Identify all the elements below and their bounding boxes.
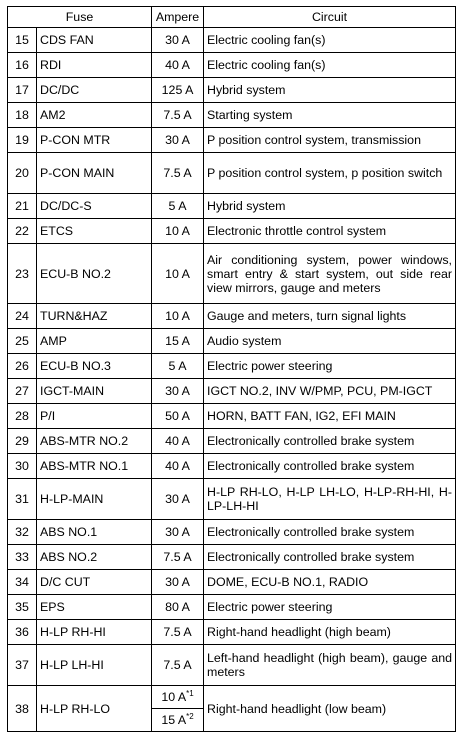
fuse-circuit: Electronically controlled brake system [204,429,456,454]
fuse-circuit: Hybrid system [204,78,456,103]
fuse-number: 34 [8,570,37,595]
fuse-name: ABS-MTR NO.1 [37,454,152,479]
table-row [8,194,456,219]
fuse-ampere: 7.5 A [152,545,204,570]
table-row [8,686,456,732]
fuse-ampere: 80 A [152,595,204,620]
fuse-ampere: 5 A [152,194,204,219]
fuse-number: 21 [8,194,37,219]
fuse-ampere: 7.5 A [152,103,204,128]
fuse-name: IGCT-MAIN [37,379,152,404]
fuse-name: EPS [37,595,152,620]
fuse-circuit: IGCT NO.2, INV W/PMP, PCU, PM-IGCT [204,379,456,404]
fuse-name: H-LP RH-LO [37,686,152,732]
fuse-ampere: 30 A [152,379,204,404]
fuse-number: 22 [8,219,37,244]
fuse-ampere-option: 10 $A^{*1}$ [161,689,194,704]
fuse-number: 24 [8,304,37,329]
fuse-circuit: Hybrid system [204,194,456,219]
fuse-number: 38 [8,686,37,732]
fuse-number: 29 [8,429,37,454]
table-row [8,570,456,595]
fuse-name: DC/DC-S [37,194,152,219]
fuse-ampere: 5 A [152,354,204,379]
fuse-ampere: 15 A [152,329,204,354]
table-row [8,244,456,304]
footnote-marker: *2 [186,712,194,721]
fuse-circuit: P position control system, transmission [204,128,456,153]
fuse-circuit: Starting system [204,103,456,128]
fuse-circuit: P position control system, p position switch [204,153,456,194]
fuse-number: 15 [8,28,37,53]
fuse-ampere: 10 A [152,219,204,244]
fuse-circuit: Right-hand headlight (high beam) [204,620,456,645]
fuse-name: H-LP RH-HI [37,620,152,645]
fuse-number: 27 [8,379,37,404]
fuse-circuit: Electronically controlled brake system [204,454,456,479]
fuse-number: 25 [8,329,37,354]
table-row [8,379,456,404]
fuse-circuit: Gauge and meters, turn signal lights [204,304,456,329]
fuse-name: ECU-B NO.2 [37,244,152,304]
fuse-circuit: Left-hand headlight (high beam), gauge and meters [204,645,456,686]
fuse-name: H-LP-MAIN [37,479,152,520]
fuse-number: 19 [8,128,37,153]
fuse-ampere: 125 A [152,78,204,103]
fuse-number: 33 [8,545,37,570]
fuse-name: DC/DC [37,78,152,103]
fuse-ampere: 40 A [152,454,204,479]
fuse-circuit: Electric cooling fan(s) [204,53,456,78]
fuse-number: 31 [8,479,37,520]
fuse-ampere: 30 A [152,570,204,595]
table-row [8,103,456,128]
fuse-circuit: Right-hand headlight (low beam) [204,686,456,732]
fuse-name: ECU-B NO.3 [37,354,152,379]
fuse-ampere: 7.5 A [152,153,204,194]
fuse-ampere: 50 A [152,404,204,429]
fuse-circuit: Air conditioning system, power windows, smart entry & start system, out side rear view mirrors, gauge and meters [204,244,456,304]
fuse-circuit: Electronic throttle control system [204,219,456,244]
fuse-number: 23 [8,244,37,304]
table-row [8,479,456,520]
table-row [8,128,456,153]
table-row [8,304,456,329]
table-row [8,454,456,479]
fuse-circuit: Electronically controlled brake system [204,545,456,570]
fuse-number: 18 [8,103,37,128]
fuse-circuit: H-LP RH-LO, H-LP LH-LO, H-LP-RH-HI, H-LP-LH-HI [204,479,456,520]
table-row [8,595,456,620]
fuse-name: CDS FAN [37,28,152,53]
table-row [8,645,456,686]
table-row [8,620,456,645]
fuse-name: ABS-MTR NO.2 [37,429,152,454]
table-row [8,153,456,194]
header-ampere: Ampere [152,7,204,28]
fuse-name: ABS NO.2 [37,545,152,570]
table-header-row [8,7,456,28]
fuse-circuit: Electronically controlled brake system [204,520,456,545]
fuse-number: 35 [8,595,37,620]
table-row [8,28,456,53]
fuse-ampere: 30 A [152,479,204,520]
table-row [8,520,456,545]
fuse-ampere: 40 A [152,53,204,78]
fuse-number: 28 [8,404,37,429]
fuse-circuit: HORN, BATT FAN, IG2, EFI MAIN [204,404,456,429]
fuse-ampere-options [152,686,204,732]
table-row [8,404,456,429]
fuse-number: 20 [8,153,37,194]
fuse-ampere: 30 A [152,520,204,545]
fuse-number: 16 [8,53,37,78]
table-row [8,329,456,354]
fuse-circuit: Electric power steering [204,595,456,620]
header-fuse: Fuse [8,7,152,28]
fuse-circuit: Electric cooling fan(s) [204,28,456,53]
table-row [8,429,456,454]
table-row [8,354,456,379]
fuse-name: ABS NO.1 [37,520,152,545]
fuse-number: 30 [8,454,37,479]
fuse-ampere: 7.5 A [152,620,204,645]
table-row [8,53,456,78]
fuse-number: 36 [8,620,37,645]
fuse-number: 37 [8,645,37,686]
fuse-name: D/C CUT [37,570,152,595]
header-circuit: Circuit [204,7,456,28]
fuse-ampere: 10 A [152,244,204,304]
footnote-marker: *1 [186,689,194,698]
fuse-name: P-CON MTR [37,128,152,153]
fuse-circuit: Audio system [204,329,456,354]
fuse-table [7,6,456,732]
fuse-name: AM2 [37,103,152,128]
fuse-circuit: Electric power steering [204,354,456,379]
fuse-number: 17 [8,78,37,103]
table-row [8,219,456,244]
fuse-name: ETCS [37,219,152,244]
fuse-number: 26 [8,354,37,379]
fuse-number: 32 [8,520,37,545]
fuse-name: H-LP LH-HI [37,645,152,686]
fuse-ampere: 7.5 A [152,645,204,686]
fuse-name: P-CON MAIN [37,153,152,194]
fuse-ampere: 40 A [152,429,204,454]
fuse-name: P/I [37,404,152,429]
fuse-ampere: 30 A [152,28,204,53]
fuse-ampere: 10 A [152,304,204,329]
fuse-name: AMP [37,329,152,354]
table-row [8,78,456,103]
fuse-ampere-option: 15 $A^{*2}$ [152,708,203,731]
fuse-name: RDI [37,53,152,78]
table-row [8,545,456,570]
fuse-ampere: 30 A [152,128,204,153]
fuse-name: TURN&HAZ [37,304,152,329]
fuse-circuit: DOME, ECU-B NO.1, RADIO [204,570,456,595]
